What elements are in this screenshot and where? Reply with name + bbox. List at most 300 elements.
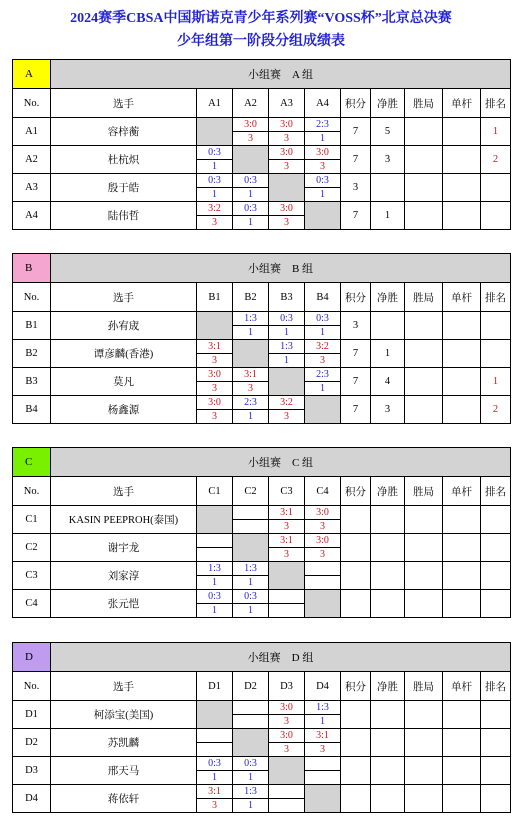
match-score: 3:0 — [305, 506, 340, 520]
match-score: 0:3 — [197, 590, 232, 604]
table-row — [13, 368, 511, 396]
match-points: 3 — [284, 549, 289, 560]
player-name: 谢宇龙 — [51, 534, 197, 562]
net-value — [371, 174, 405, 202]
player-name: 苏凯麟 — [51, 729, 197, 757]
points-value: 3 — [341, 312, 371, 340]
match-result — [197, 396, 233, 424]
match-result — [269, 701, 305, 729]
self-cell — [233, 146, 269, 174]
match-result — [269, 590, 305, 618]
match-score — [305, 757, 340, 771]
match-result — [269, 396, 305, 424]
match-result — [233, 562, 269, 590]
match-points: 1 — [248, 411, 253, 422]
match-points — [233, 715, 268, 728]
player-no: C3 — [13, 562, 51, 590]
match-points — [305, 771, 340, 784]
match-score: 3:2 — [305, 340, 340, 354]
rank-value — [481, 534, 511, 562]
col-header-points: 积分 — [341, 283, 371, 312]
match-score: 0:3 — [305, 174, 340, 188]
won-value — [405, 534, 443, 562]
match-points — [197, 548, 232, 561]
match-result — [197, 562, 233, 590]
self-cell — [305, 396, 341, 424]
self-cell — [197, 506, 233, 534]
page-title: 2024赛季CBSA中国斯诺克青少年系列赛“VOSS杯”北京总决赛 — [70, 11, 452, 26]
match-result — [269, 312, 305, 340]
net-value — [371, 562, 405, 590]
match-points: 3 — [248, 133, 253, 144]
rank-value — [481, 202, 511, 230]
col-header-opponent: D4 — [305, 672, 341, 701]
col-header-break: 单杆 — [443, 672, 481, 701]
match-result — [197, 785, 233, 813]
table-row — [13, 590, 511, 618]
points-value — [341, 785, 371, 813]
won-value — [405, 506, 443, 534]
match-score: 0:3 — [233, 202, 268, 216]
table-row — [13, 118, 511, 146]
net-value — [371, 534, 405, 562]
match-result — [305, 562, 341, 590]
match-score: 0:3 — [197, 146, 232, 160]
match-points: 1 — [212, 577, 217, 588]
match-result — [305, 174, 341, 202]
table-row — [13, 340, 511, 368]
match-score — [233, 701, 268, 715]
self-cell — [197, 312, 233, 340]
player-name: 殷于皓 — [51, 174, 197, 202]
player-name: KASIN PEEPROH(泰国) — [51, 506, 197, 534]
match-points: 3 — [284, 716, 289, 727]
match-result — [197, 202, 233, 230]
match-score: 3:0 — [269, 118, 304, 132]
col-header-won: 胜局 — [405, 89, 443, 118]
match-result — [233, 396, 269, 424]
col-header-no: No. — [13, 283, 51, 312]
won-value — [405, 146, 443, 174]
match-score: 1:3 — [233, 785, 268, 799]
net-value — [371, 506, 405, 534]
rank-value — [481, 785, 511, 813]
self-cell — [233, 340, 269, 368]
player-name: 谭彦麟(香港) — [51, 340, 197, 368]
net-value — [371, 590, 405, 618]
match-result — [197, 534, 233, 562]
match-score: 3:1 — [269, 534, 304, 548]
match-score — [197, 534, 232, 548]
match-points — [269, 604, 304, 617]
self-cell — [305, 785, 341, 813]
match-score: 3:0 — [269, 146, 304, 160]
player-name: 陆伟哲 — [51, 202, 197, 230]
col-header-break: 单杆 — [443, 477, 481, 506]
net-value — [371, 757, 405, 785]
points-value: 3 — [341, 174, 371, 202]
player-no: A1 — [13, 118, 51, 146]
group-table-d — [12, 642, 511, 813]
col-header-break: 单杆 — [443, 283, 481, 312]
net-value: 1 — [371, 202, 405, 230]
player-no: D3 — [13, 757, 51, 785]
col-header-opponent: B3 — [269, 283, 305, 312]
break-value — [443, 146, 481, 174]
match-points: 1 — [248, 327, 253, 338]
won-value — [405, 701, 443, 729]
match-points: 3 — [212, 411, 217, 422]
match-score: 0:3 — [233, 590, 268, 604]
col-header-rank: 排名 — [481, 477, 511, 506]
match-points: 1 — [248, 217, 253, 228]
match-score — [197, 729, 232, 743]
match-result — [197, 174, 233, 202]
table-row — [13, 202, 511, 230]
net-value — [371, 701, 405, 729]
match-result — [305, 701, 341, 729]
match-points: 3 — [320, 549, 325, 560]
won-value — [405, 368, 443, 396]
match-points — [233, 520, 268, 533]
rank-value — [481, 562, 511, 590]
rank-value — [481, 340, 511, 368]
match-result — [197, 757, 233, 785]
self-cell — [233, 534, 269, 562]
col-header-net: 净胜 — [371, 89, 405, 118]
col-header-no: No. — [13, 89, 51, 118]
points-value: 7 — [341, 396, 371, 424]
match-result — [233, 701, 269, 729]
table-row — [13, 174, 511, 202]
self-cell — [269, 757, 305, 785]
col-header-opponent: C3 — [269, 477, 305, 506]
match-points: 3 — [320, 161, 325, 172]
won-value — [405, 785, 443, 813]
match-points: 1 — [320, 189, 325, 200]
col-header-points: 积分 — [341, 477, 371, 506]
group-header-row — [13, 448, 511, 477]
rank-value — [481, 312, 511, 340]
rank-value: 2 — [481, 396, 511, 424]
player-no: C2 — [13, 534, 51, 562]
match-score: 3:0 — [305, 146, 340, 160]
rank-value: 1 — [481, 368, 511, 396]
match-result — [233, 368, 269, 396]
match-points: 1 — [284, 327, 289, 338]
match-result — [305, 368, 341, 396]
net-value: 3 — [371, 396, 405, 424]
match-score: 3:0 — [269, 202, 304, 216]
col-header-points: 积分 — [341, 89, 371, 118]
col-header-won: 胜局 — [405, 283, 443, 312]
match-score: 1:3 — [233, 562, 268, 576]
match-points: 1 — [212, 189, 217, 200]
match-score: 3:1 — [269, 506, 304, 520]
won-value — [405, 562, 443, 590]
match-points: 3 — [320, 521, 325, 532]
self-cell — [305, 202, 341, 230]
match-points: 3 — [284, 161, 289, 172]
break-value — [443, 174, 481, 202]
match-result — [269, 729, 305, 757]
match-score — [269, 785, 304, 799]
match-points: 1 — [248, 605, 253, 616]
col-header-opponent: D2 — [233, 672, 269, 701]
match-points: 1 — [320, 716, 325, 727]
rank-value: 2 — [481, 146, 511, 174]
break-value — [443, 202, 481, 230]
col-header-rank: 排名 — [481, 283, 511, 312]
match-result — [269, 118, 305, 146]
match-points: 3 — [320, 355, 325, 366]
player-name: 张元恺 — [51, 590, 197, 618]
match-result — [197, 368, 233, 396]
match-points: 1 — [320, 327, 325, 338]
match-result — [269, 785, 305, 813]
points-value — [341, 701, 371, 729]
break-value — [443, 590, 481, 618]
match-result — [305, 757, 341, 785]
points-value: 7 — [341, 202, 371, 230]
match-score: 3:2 — [269, 396, 304, 410]
match-score: 3:1 — [233, 368, 268, 382]
net-value — [371, 785, 405, 813]
match-result — [233, 506, 269, 534]
group-table-a — [12, 59, 511, 230]
match-score — [233, 506, 268, 520]
player-no: A4 — [13, 202, 51, 230]
player-no: B1 — [13, 312, 51, 340]
net-value: 3 — [371, 146, 405, 174]
match-points: 3 — [212, 800, 217, 811]
col-header-opponent: D3 — [269, 672, 305, 701]
match-score: 3:0 — [269, 729, 304, 743]
player-no: A2 — [13, 146, 51, 174]
col-header-opponent: A2 — [233, 89, 269, 118]
match-result — [305, 506, 341, 534]
match-points: 1 — [248, 577, 253, 588]
group-title: 小组赛 B 组 — [51, 254, 511, 283]
match-score: 0:3 — [269, 312, 304, 326]
group-title: 小组赛 A 组 — [51, 60, 511, 89]
match-points: 3 — [212, 217, 217, 228]
player-name: 刘家淳 — [51, 562, 197, 590]
col-header-opponent: B4 — [305, 283, 341, 312]
col-header-opponent: B2 — [233, 283, 269, 312]
group-letter: C — [13, 448, 51, 477]
match-score: 3:0 — [197, 368, 232, 382]
match-result — [269, 340, 305, 368]
col-header-net: 净胜 — [371, 283, 405, 312]
break-value — [443, 340, 481, 368]
match-points: 3 — [320, 744, 325, 755]
col-header-points: 积分 — [341, 672, 371, 701]
match-points: 3 — [284, 411, 289, 422]
won-value — [405, 202, 443, 230]
match-points: 3 — [212, 383, 217, 394]
col-header-player: 选手 — [51, 89, 197, 118]
player-name: 杨鑫源 — [51, 396, 197, 424]
break-value — [443, 701, 481, 729]
break-value — [443, 396, 481, 424]
match-result — [197, 146, 233, 174]
match-score: 3:2 — [197, 202, 232, 216]
self-cell — [269, 562, 305, 590]
group-table-b — [12, 253, 511, 424]
col-header-won: 胜局 — [405, 477, 443, 506]
player-no: D1 — [13, 701, 51, 729]
match-result — [269, 534, 305, 562]
column-header-row — [13, 89, 511, 118]
match-score: 0:3 — [197, 174, 232, 188]
group-letter: A — [13, 60, 51, 89]
group-letter: D — [13, 643, 51, 672]
match-points: 1 — [320, 383, 325, 394]
col-header-no: No. — [13, 672, 51, 701]
match-points — [269, 799, 304, 812]
match-points: 1 — [320, 133, 325, 144]
col-header-opponent: C1 — [197, 477, 233, 506]
match-score — [305, 562, 340, 576]
points-value — [341, 757, 371, 785]
table-row — [13, 534, 511, 562]
self-cell — [233, 729, 269, 757]
table-row — [13, 562, 511, 590]
break-value — [443, 312, 481, 340]
net-value: 1 — [371, 340, 405, 368]
group-table-c — [12, 447, 511, 618]
match-points: 3 — [248, 383, 253, 394]
player-no: B3 — [13, 368, 51, 396]
match-points: 3 — [284, 521, 289, 532]
player-no: D4 — [13, 785, 51, 813]
won-value — [405, 396, 443, 424]
points-value — [341, 534, 371, 562]
match-points: 1 — [212, 161, 217, 172]
match-result — [269, 146, 305, 174]
rank-value — [481, 757, 511, 785]
points-value — [341, 590, 371, 618]
match-points — [197, 743, 232, 756]
match-result — [233, 590, 269, 618]
points-value: 7 — [341, 146, 371, 174]
column-header-row — [13, 672, 511, 701]
points-value: 7 — [341, 118, 371, 146]
match-score: 1:3 — [197, 562, 232, 576]
col-header-rank: 排名 — [481, 89, 511, 118]
player-no: C4 — [13, 590, 51, 618]
col-header-player: 选手 — [51, 672, 197, 701]
points-value — [341, 729, 371, 757]
column-header-row — [13, 477, 511, 506]
group-letter: B — [13, 254, 51, 283]
match-result — [305, 312, 341, 340]
match-result — [197, 590, 233, 618]
col-header-opponent: D1 — [197, 672, 233, 701]
match-score: 2:3 — [305, 368, 340, 382]
col-header-player: 选手 — [51, 283, 197, 312]
table-row — [13, 396, 511, 424]
col-header-won: 胜局 — [405, 672, 443, 701]
break-value — [443, 506, 481, 534]
net-value: 4 — [371, 368, 405, 396]
match-result — [233, 757, 269, 785]
match-result — [233, 174, 269, 202]
match-score — [269, 590, 304, 604]
won-value — [405, 590, 443, 618]
break-value — [443, 368, 481, 396]
self-cell — [197, 701, 233, 729]
match-points: 3 — [284, 133, 289, 144]
points-value — [341, 506, 371, 534]
player-no: A3 — [13, 174, 51, 202]
rank-value: 1 — [481, 118, 511, 146]
player-no: C1 — [13, 506, 51, 534]
rank-value — [481, 701, 511, 729]
match-score: 0:3 — [233, 174, 268, 188]
col-header-opponent: A1 — [197, 89, 233, 118]
match-points: 1 — [284, 355, 289, 366]
col-header-opponent: B1 — [197, 283, 233, 312]
player-name: 邢天马 — [51, 757, 197, 785]
table-row — [13, 701, 511, 729]
table-row — [13, 729, 511, 757]
table-row — [13, 506, 511, 534]
self-cell — [305, 590, 341, 618]
group-title: 小组赛 D 组 — [51, 643, 511, 672]
player-no: B4 — [13, 396, 51, 424]
match-result — [269, 506, 305, 534]
player-name: 容梓蘅 — [51, 118, 197, 146]
player-name: 蒋依轩 — [51, 785, 197, 813]
player-name: 柯添宝(美国) — [51, 701, 197, 729]
column-header-row — [13, 283, 511, 312]
rank-value — [481, 174, 511, 202]
rank-value — [481, 729, 511, 757]
match-result — [305, 118, 341, 146]
match-score: 0:3 — [233, 757, 268, 771]
col-header-net: 净胜 — [371, 477, 405, 506]
self-cell — [197, 118, 233, 146]
match-score: 2:3 — [233, 396, 268, 410]
page-subtitle: 少年组第一阶段分组成绩表 — [177, 34, 345, 49]
won-value — [405, 757, 443, 785]
won-value — [405, 174, 443, 202]
break-value — [443, 757, 481, 785]
won-value — [405, 729, 443, 757]
match-result — [197, 729, 233, 757]
match-result — [233, 118, 269, 146]
net-value: 5 — [371, 118, 405, 146]
match-points: 1 — [248, 800, 253, 811]
col-header-opponent: C2 — [233, 477, 269, 506]
match-points: 1 — [212, 605, 217, 616]
net-value — [371, 729, 405, 757]
match-result — [233, 202, 269, 230]
net-value — [371, 312, 405, 340]
won-value — [405, 312, 443, 340]
match-result — [305, 340, 341, 368]
match-result — [197, 340, 233, 368]
match-points: 3 — [284, 217, 289, 228]
match-result — [269, 202, 305, 230]
match-score: 3:0 — [305, 534, 340, 548]
match-points — [305, 576, 340, 589]
player-name: 杜杭炽 — [51, 146, 197, 174]
match-score: 3:1 — [197, 785, 232, 799]
match-score: 1:3 — [233, 312, 268, 326]
